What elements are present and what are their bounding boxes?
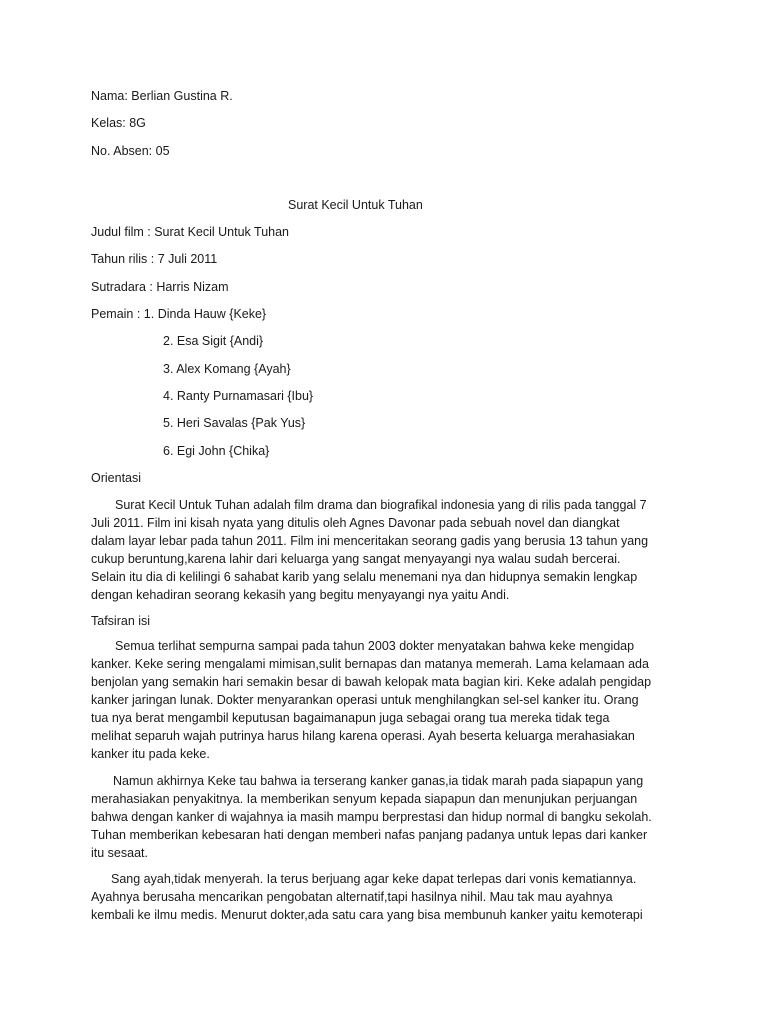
document-title: Surat Kecil Untuk Tuhan: [288, 198, 423, 212]
tafsiran-paragraph-2: [91, 772, 681, 862]
tafsiran-paragraph-1: [91, 637, 681, 763]
student-name: Nama: Berlian Gustina R.: [91, 89, 233, 103]
orientasi-paragraph: [91, 496, 681, 604]
paragraph-line: bahwa dengan kanker di wajahnya ia masih mampu berprestasi dan hidup normal di bangku sekolah.: [91, 810, 652, 824]
cast-label: Pemain : 1. Dinda Hauw {Keke}: [91, 307, 267, 321]
cast-item: 3. Alex Komang {Ayah}: [163, 362, 291, 376]
paragraph-line: kanker. Keke sering mengalami mimisan,sulit bernapas dan matanya memerah. Lama kelamaan ada: [91, 657, 649, 671]
paragraph-line: benjolan yang semakin hari semakin besar di bawah kelopak mata bagian kiri. Keke adalah pengidap: [91, 675, 652, 689]
cast-item: 5. Heri Savalas {Pak Yus}: [163, 416, 306, 430]
release-year-info: Tahun rilis : 7 Juli 2011: [91, 252, 218, 266]
paragraph-line: dengan kehadiran seorang kekasih yang begitu menyayangi nya yaitu Andi.: [91, 588, 510, 602]
director-info: Sutradara : Harris Nizam: [91, 280, 229, 294]
paragraph-line: tua nya berat mengambil keputusan bagaimanapun juga sebagai orang tua mereka tidak tega: [91, 711, 610, 725]
paragraph-line: merahasiakan penyakitnya. Ia memberikan senyum kepada siapapun dan menunjukan perjuangan: [91, 792, 638, 806]
paragraph-line: Namun akhirnya Keke tau bahwa ia terserang kanker ganas,ia tidak marah pada siapapun yang: [113, 774, 644, 788]
paragraph-line: itu sesaat.: [91, 846, 148, 860]
cast-item: 6. Egi John {Chika}: [163, 444, 270, 458]
paragraph-line: kembali ke ilmu medis. Menurut dokter,ada satu cara yang bisa membunuh kanker yaitu kemoterapi: [91, 908, 643, 922]
paragraph-line: Surat Kecil Untuk Tuhan adalah film drama dan biografikal indonesia yang di rilis pada tanggal 7: [115, 498, 647, 512]
student-class: Kelas: 8G: [91, 116, 146, 130]
tafsiran-paragraph-3: [91, 870, 681, 924]
student-absen-number: No. Absen: 05: [91, 144, 170, 158]
paragraph-line: melihat separuh wajah putrinya harus hilang karena operasi. Ayah beserta keluarga merahasiakan: [91, 729, 635, 743]
cast-item: 2. Esa Sigit {Andi}: [163, 334, 264, 348]
tafsiran-heading: Tafsiran isi: [91, 614, 151, 628]
paragraph-line: Ayahnya berusaha mencarikan pengobatan alternatif,tapi hasilnya nihil. Mau tak mau ayahnya: [91, 890, 613, 904]
paragraph-line: Semua terlihat sempurna sampai pada tahun 2003 dokter menyatakan bahwa keke mengidap: [115, 639, 635, 653]
paragraph-line: kanker jaringan lunak. Dokter menyarankan operasi untuk menghilangkan sel-sel kanker itu. Orang: [91, 693, 639, 707]
paragraph-line: kanker itu pada keke.: [91, 747, 210, 761]
cast-item: 4. Ranty Purnamasari {Ibu}: [163, 389, 314, 403]
orientasi-heading: Orientasi: [91, 471, 142, 485]
paragraph-line: Tuhan memberikan kebesaran hati dengan memberi nafas panjang padanya untuk lepas dari kanker: [91, 828, 648, 842]
paragraph-line: cukup beruntung,karena lahir dari keluarga yang sangat menyayangi nya walau sudah bercerai.: [91, 552, 621, 566]
paragraph-line: Sang ayah,tidak menyerah. Ia terus berjuang agar keke dapat terlepas dari vonis kematiannya.: [111, 872, 637, 886]
film-title-info: Judul film : Surat Kecil Untuk Tuhan: [91, 225, 290, 239]
paragraph-line: Selain itu dia di kelilingi 6 sahabat karib yang selalu menemani nya dan hidupnya semakin lengkap: [91, 570, 638, 584]
paragraph-line: Juli 2011. Film ini kisah nyata yang ditulis oleh Agnes Davonar pada sebuah novel dan diangkat: [91, 516, 620, 530]
paragraph-line: dalam layar lebar pada tahun 2011. Film ini menceritakan seorang gadis yang berusia 13 tahun yang: [91, 534, 649, 548]
